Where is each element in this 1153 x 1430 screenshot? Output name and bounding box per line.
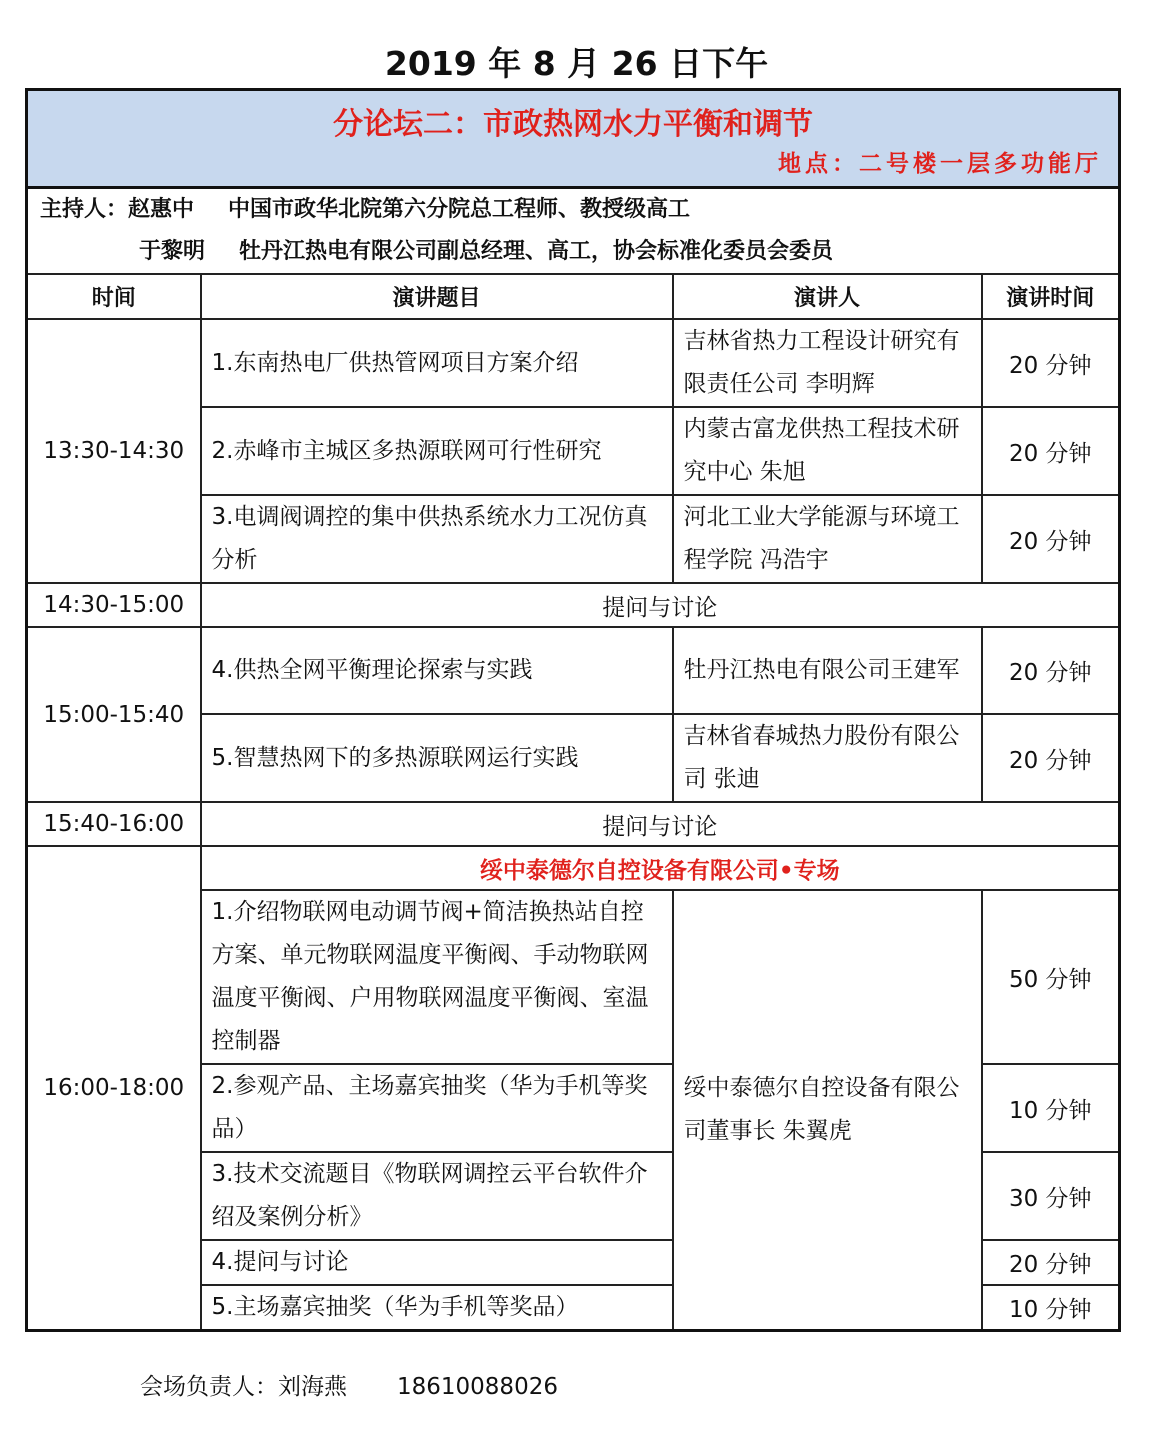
talk-topic: 4.供热全网平衡理论探索与实践 xyxy=(201,627,673,714)
talk-speaker: 吉林省热力工程设计研究有限责任公司 李明辉 xyxy=(673,319,982,407)
session-time: 15:40-16:00 xyxy=(27,802,201,846)
hosts-cell xyxy=(27,188,1120,275)
talk-topic: 3.电调阀调控的集中供热系统水力工况仿真分析 xyxy=(201,495,673,583)
header-speaker: 演讲人 xyxy=(673,274,982,319)
host-row xyxy=(40,189,1118,231)
host-label: 主持人： xyxy=(40,197,129,222)
forum-title: 分论坛二：市政热网水力平衡和调节 xyxy=(333,106,813,142)
contact-phone: 18610088026 xyxy=(397,1374,558,1400)
talk-duration: 20 分钟 xyxy=(982,319,1120,407)
table-row xyxy=(27,583,1120,627)
talk-speaker: 吉林省春城热力股份有限公司 张迪 xyxy=(673,714,982,802)
talk-duration: 20 分钟 xyxy=(982,1240,1120,1285)
talk-duration: 20 分钟 xyxy=(982,714,1120,802)
forum-header xyxy=(27,90,1120,188)
talk-topic: 1.介绍物联网电动调节阀+简洁换热站自控方案、单元物联网温度平衡阀、手动物联网温度平衡阀、户用物联网温度平衡阀、室温控制器 xyxy=(201,890,673,1064)
table-row xyxy=(27,802,1120,846)
talk-speaker: 内蒙古富龙供热工程技术研究中心 朱旭 xyxy=(673,407,982,495)
talk-speaker: 牡丹江热电有限公司王建军 xyxy=(673,627,982,714)
talk-duration: 10 分钟 xyxy=(982,1064,1120,1152)
forum-venue: 地点：二号楼一层多功能厅 xyxy=(778,150,1102,177)
talk-topic: 3.技术交流题目《物联网调控云平台软件介绍及案例分析》 xyxy=(201,1152,673,1240)
talk-topic: 1.东南热电厂供热管网项目方案介绍 xyxy=(201,319,673,407)
host-desc: 牡丹江热电有限公司副总经理、高工，协会标准化委员会委员 xyxy=(239,239,834,264)
discussion-label: 提问与讨论 xyxy=(201,583,1120,627)
host-name: 于黎明 xyxy=(139,239,206,264)
talk-speaker: 河北工业大学能源与环境工程学院 冯浩宇 xyxy=(673,495,982,583)
table-row xyxy=(27,319,1120,407)
venue-contact xyxy=(140,1368,558,1401)
header-topic: 演讲题目 xyxy=(201,274,673,319)
talk-duration: 20 分钟 xyxy=(982,627,1120,714)
session-time: 15:00-15:40 xyxy=(27,627,201,802)
session-time: 16:00-18:00 xyxy=(27,846,201,1331)
contact-person: 会场负责人：刘海燕 xyxy=(140,1374,347,1400)
discussion-label: 提问与讨论 xyxy=(201,802,1120,846)
talk-duration: 50 分钟 xyxy=(982,890,1120,1064)
talk-duration: 30 分钟 xyxy=(982,1152,1120,1240)
table-row xyxy=(27,627,1120,714)
special-speaker: 绥中泰德尔自控设备有限公司董事长 朱翼虎 xyxy=(673,890,982,1331)
host-desc: 中国市政华北院第六分院总工程师、教授级高工 xyxy=(228,197,691,222)
talk-duration: 20 分钟 xyxy=(982,407,1120,495)
talk-topic: 5.主场嘉宾抽奖（华为手机等奖品） xyxy=(201,1285,673,1331)
talk-topic: 5.智慧热网下的多热源联网运行实践 xyxy=(201,714,673,802)
host-name: 赵惠中 xyxy=(128,197,195,222)
schedule-table xyxy=(25,88,1121,1332)
talk-topic: 2.参观产品、主场嘉宾抽奖（华为手机等奖品） xyxy=(201,1064,673,1152)
session-time: 13:30-14:30 xyxy=(27,319,201,583)
talk-duration: 10 分钟 xyxy=(982,1285,1120,1331)
special-session-title: 绥中泰德尔自控设备有限公司•专场 xyxy=(201,846,1120,890)
talk-topic: 4.提问与讨论 xyxy=(201,1240,673,1285)
table-row xyxy=(27,846,1120,890)
host-row xyxy=(40,231,1118,273)
header-time: 时间 xyxy=(27,274,201,319)
table-header-row xyxy=(27,274,1120,319)
header-duration: 演讲时间 xyxy=(982,274,1120,319)
talk-duration: 20 分钟 xyxy=(982,495,1120,583)
talk-topic: 2.赤峰市主城区多热源联网可行性研究 xyxy=(201,407,673,495)
session-time: 14:30-15:00 xyxy=(27,583,201,627)
page-title: 2019 年 8 月 26 日下午 xyxy=(384,44,769,83)
